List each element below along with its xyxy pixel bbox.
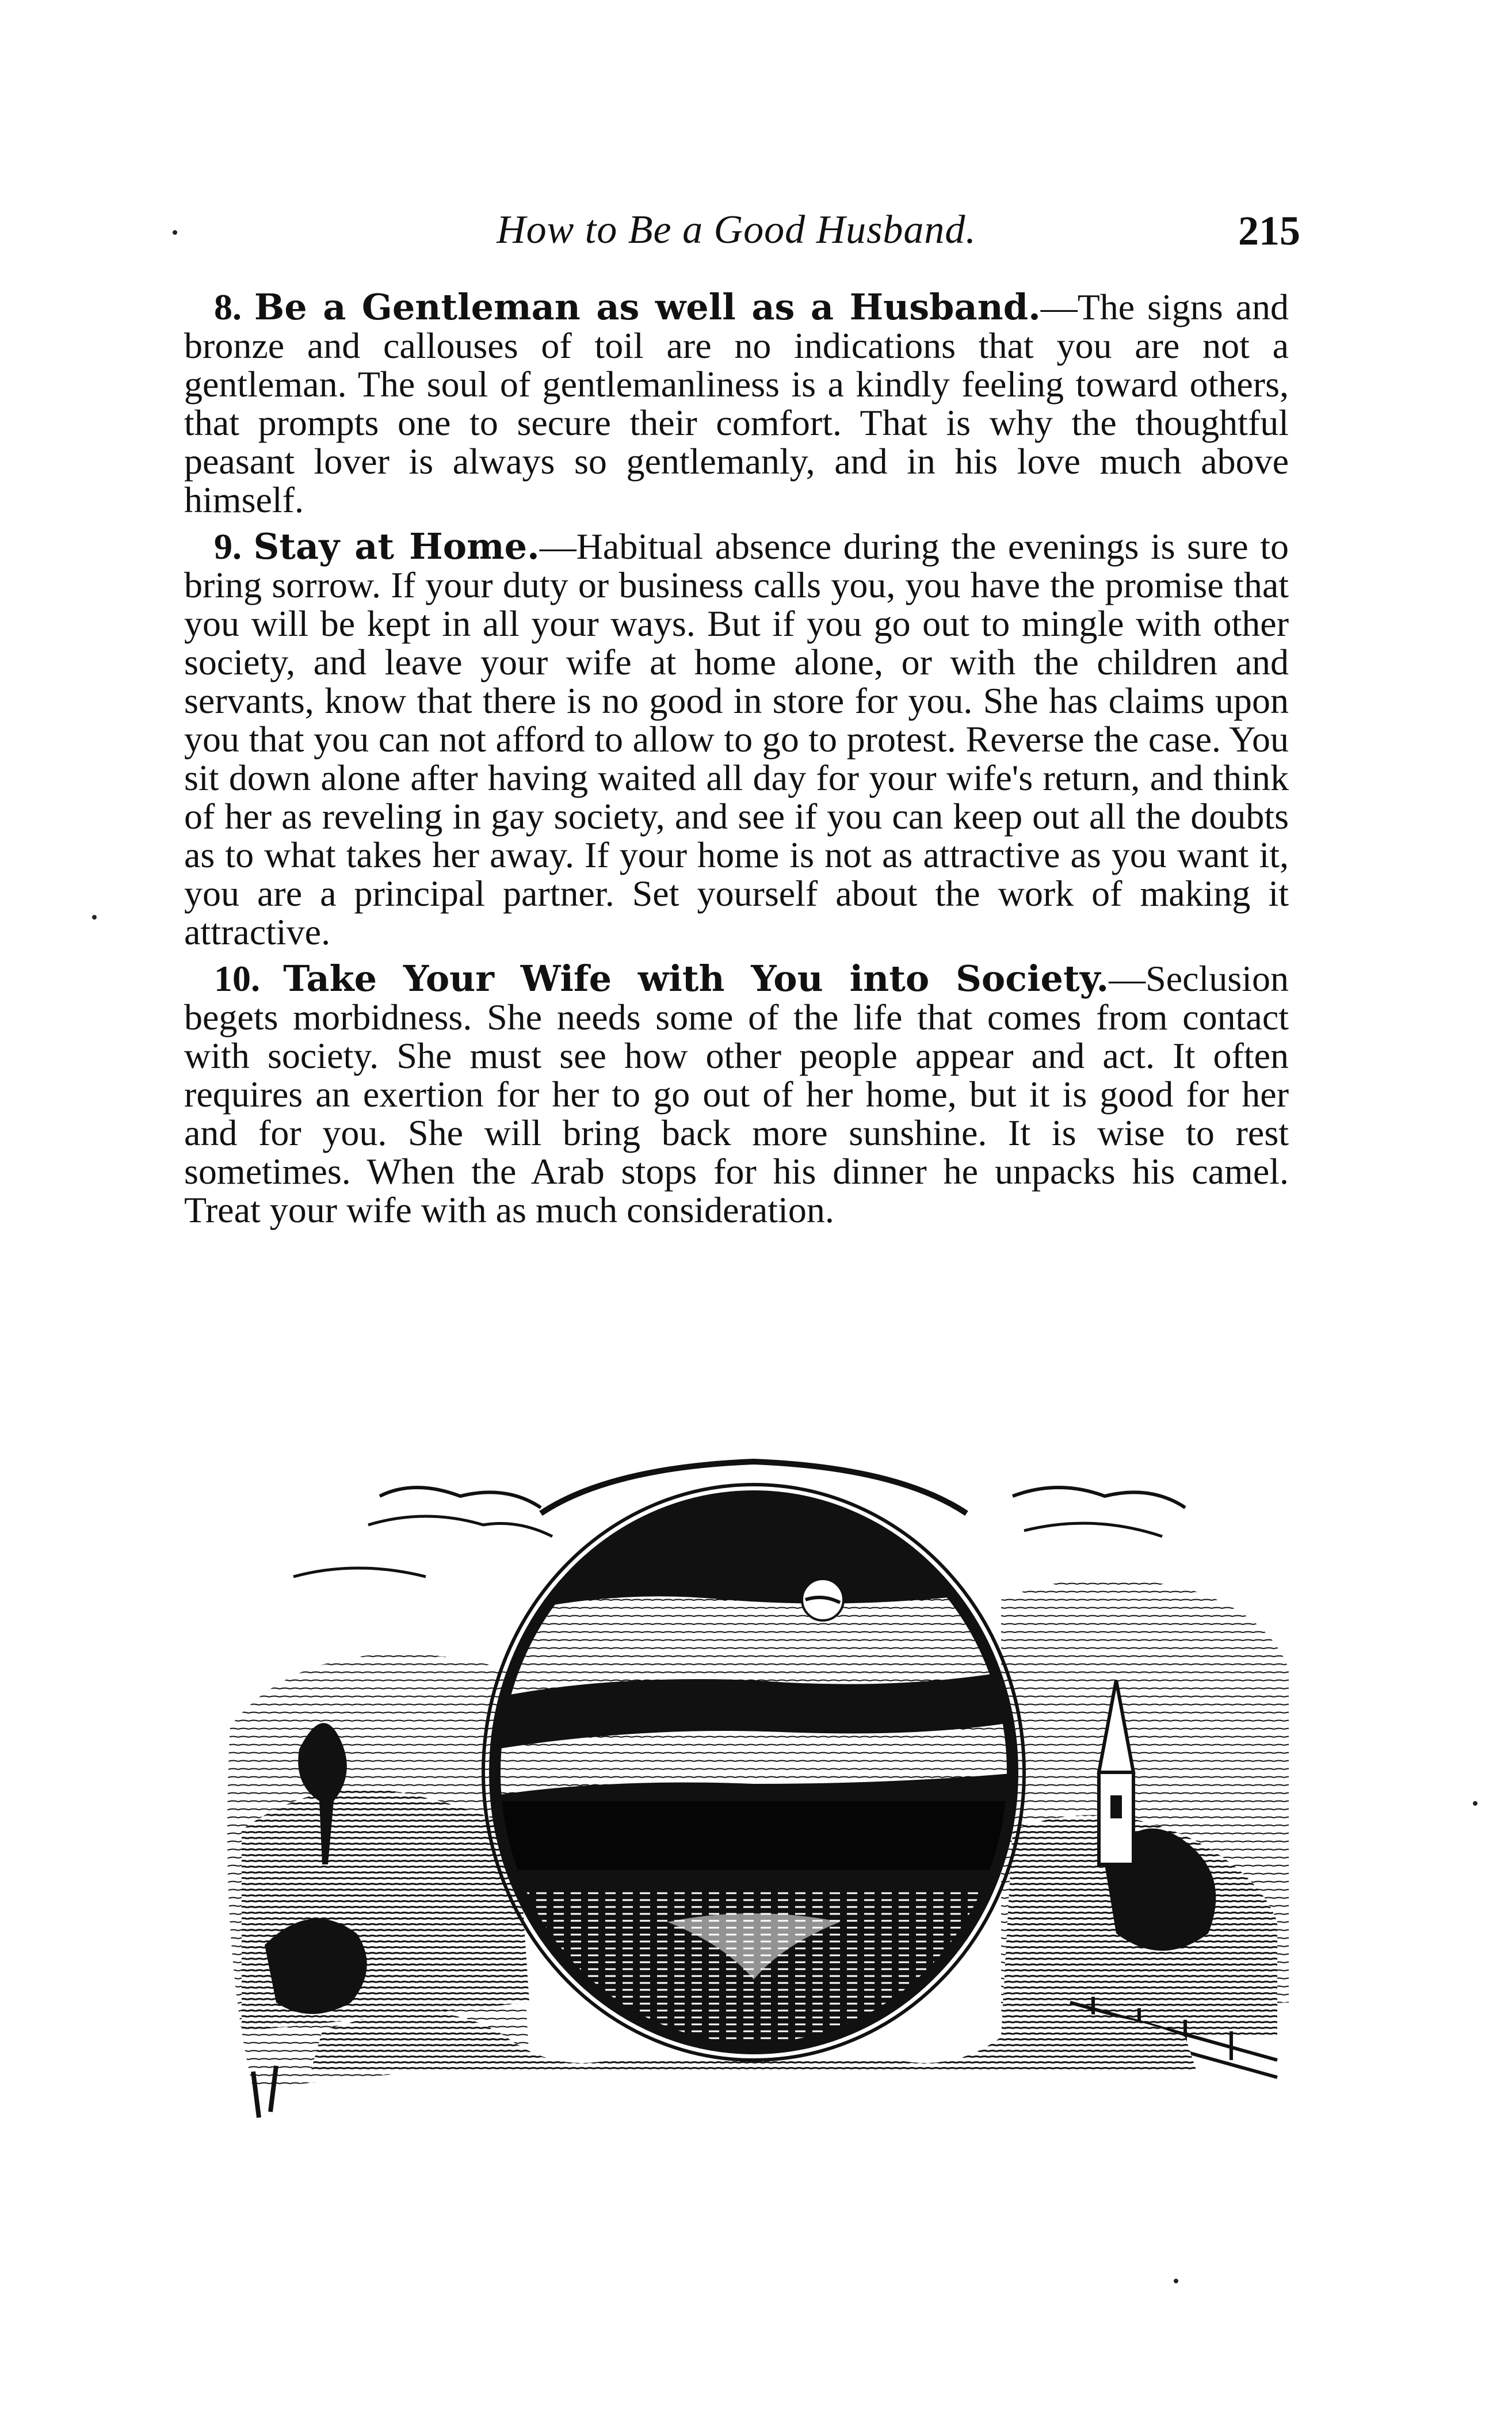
paragraph-number: 9. [214, 526, 242, 567]
running-head [184, 207, 1300, 259]
paragraph-text: —The signs and bronze and callouses of toil are no indications that you are not a gentleman. The soul of gentlemanliness is a kindly feeling toward others, that prompts one to secure their comfort. That is why the thoughtful peasant lover is always so gentlemanly, and in his love much above himself. [184, 287, 1289, 520]
paragraph-number: 10. [214, 958, 260, 999]
paragraph-heading: Be a Gentleman as well as a Husband. [254, 286, 1041, 328]
speck [1174, 2279, 1178, 2283]
paragraph-heading: Stay at Home. [253, 525, 540, 567]
paragraph-number: 8. [214, 287, 242, 327]
paragraph-8 [184, 288, 1289, 519]
page-number: 215 [1238, 208, 1300, 254]
paragraph-10 [184, 959, 1289, 1229]
moonlit-lake-vignette-icon [207, 1427, 1300, 2129]
speck [1473, 1801, 1477, 1806]
speck [173, 230, 177, 235]
paragraph-9 [184, 527, 1289, 951]
moonlit-scene [483, 1485, 1024, 2060]
body-text [184, 288, 1289, 1237]
right-landscape [1001, 1487, 1289, 2077]
running-title: How to Be a Good Husband. [497, 208, 976, 252]
paragraph-heading: Take Your Wife with You into Society. [283, 958, 1109, 1000]
speck [92, 915, 97, 920]
paragraph-text: —Habitual absence during the evenings is sure to bring sorrow. If your duty or business calls you, you have the promise that you will be kept in all your ways. But if you go out to mingle with other society, and leave your wife at home alone, or with the children and servants, know that there is no good in store for you. She has claims upon you that you can not afford to allow to go to protest. Reverse the case. You sit down alone after having waited all day for your wife's return, and think of her as reveling in gay society, and see if you can keep out all the doubts as to what takes her away. If your home is not as attractive as you want it, you are a principal partner. Set yourself about the work of making it attractive. [184, 526, 1289, 952]
paragraph-text: —Seclusion begets morbidness. She needs some of the life that comes from contact with society. She must see how other people appear and act. It often requires an exertion for her to go out of her home, but it is good for her and for you. She will bring back more sunshine. It is wise to rest sometimes. When the Arab stops for his dinner he unpacks his camel. Treat your wife with as much consideration. [184, 958, 1289, 1230]
